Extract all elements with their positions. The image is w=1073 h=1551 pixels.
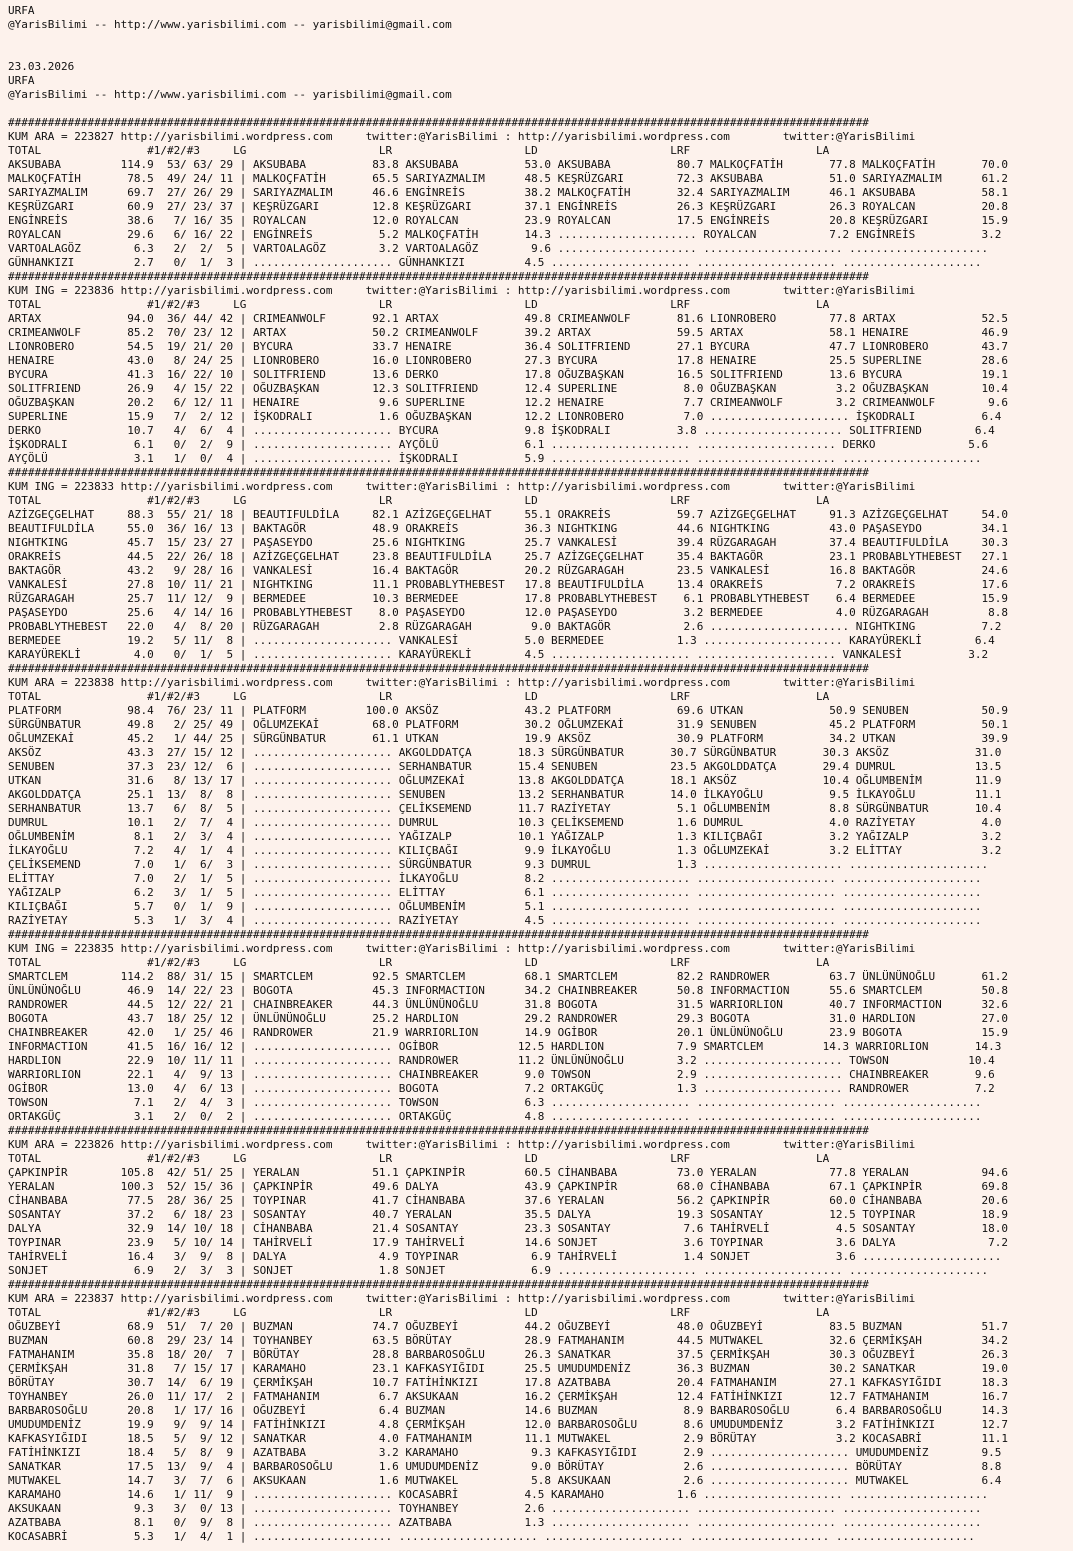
separator-line: ##################################################################################################################################: [8, 662, 869, 675]
table-row: TOYHANBEY 26.0 11/ 17/ 2 | FATMAHANIM 6.7 AKSUKAAN 16.2 ÇERMİKŞAH 12.4 FATİHİNKIZI 12.7 FATMAHANIM 16.7: [8, 1390, 1009, 1403]
table-row: SMARTCLEM 114.2 88/ 31/ 15 | SMARTCLEM 92.5 SMARTCLEM 68.1 SMARTCLEM 82.2 RANDROWER 63.7 ÜNLÜNÜNOĞLU 61.2: [8, 970, 1009, 983]
table-row: GÜNHANKIZI 2.7 0/ 1/ 3 | ..................... GÜNHANKIZI 4.5 ..................... ..................... .....................: [8, 256, 982, 269]
table-row: LIONROBERO 54.5 19/ 21/ 20 | BYCURA 33.7 HENAIRE 36.4 SOLITFRIEND 27.1 BYCURA 47.7 LIONROBERO 43.7: [8, 340, 1009, 353]
table-row: PAŞASEYDO 25.6 4/ 14/ 16 | PROBABLYTHEBEST 8.0 PAŞASEYDO 12.0 PAŞASEYDO 3.2 BERMEDEE 4.0 RÜZGARAGAH 8.8: [8, 606, 1009, 619]
column-header: TOTAL #1/#2/#3 LG LR LD LRF LA: [8, 956, 830, 969]
table-row: RAZİYETAY 5.3 1/ 3/ 4 | ..................... RAZİYETAY 4.5 ..................... ..................... .....................: [8, 914, 982, 927]
table-row: SENUBEN 37.3 23/ 12/ 6 | ..................... SERHANBATUR 15.4 SENUBEN 23.5 AKGOLDDATÇA 29.4 DUMRUL 13.5: [8, 760, 1002, 773]
table-row: SONJET 6.9 2/ 3/ 3 | SONJET 1.8 SONJET 6.9 ..................... ..................... .....................: [8, 1264, 989, 1277]
table-row: KOCASABRİ 5.3 1/ 4/ 1 | ..................... ..................... ..................... ..................... .....................: [8, 1530, 975, 1543]
table-row: TOWSON 7.1 2/ 4/ 3 | ..................... TOWSON 6.3 ..................... ..................... .....................: [8, 1096, 982, 1109]
table-row: ORAKREİS 44.5 22/ 26/ 18 | AZİZGEÇGELHAT 23.8 BEAUTIFULDİLA 25.7 AZİZGEÇGELHAT 35.4 BAKTAGÖR 23.1 PROBABLYTHEBEST 27.1: [8, 550, 1009, 563]
table-row: SANATKAR 17.5 13/ 9/ 4 | BARBAROSOĞLU 1.6 UMUDUMDENİZ 9.0 BÖRÜTAY 2.6 ..................... BÖRÜTAY 8.8: [8, 1460, 1002, 1473]
separator-line: ##################################################################################################################################: [8, 466, 869, 479]
race-title: KUM ARA = 223837 http://yarisbilimi.wordpress.com twitter:@YarisBilimi : http://yarisbilimi.wordpress.com twitter:@YarisBilimi: [8, 1292, 916, 1305]
table-row: AKSUKAAN 9.3 3/ 0/ 13 | ..................... TOYHANBEY 2.6 ..................... ..................... .....................: [8, 1502, 982, 1515]
table-row: YERALAN 100.3 52/ 15/ 36 | ÇAPKINPİR 49.6 DALYA 43.9 ÇAPKINPİR 68.0 CİHANBABA 67.1 ÇAPKINPİR 69.8: [8, 1180, 1009, 1193]
table-row: CHAINBREAKER 42.0 1/ 25/ 46 | RANDROWER 21.9 WARRIORLION 14.9 OGİBOR 20.1 ÜNLÜNÜNOĞLU 23.9 BOGOTA 15.9: [8, 1026, 1009, 1039]
race-title: KUM ARA = 223826 http://yarisbilimi.wordpress.com twitter:@YarisBilimi : http://yarisbilimi.wordpress.com twitter:@YarisBilimi: [8, 1138, 916, 1151]
table-row: FATMAHANIM 35.8 18/ 20/ 7 | BÖRÜTAY 28.8 BARBAROSOĞLU 26.3 SANATKAR 37.5 ÇERMİKŞAH 30.3 OĞUZBEYİ 26.3: [8, 1348, 1009, 1361]
table-row: OGİBOR 13.0 4/ 6/ 13 | ..................... BOGOTA 7.2 ORTAKGÜÇ 1.3 ..................... RANDROWER 7.2: [8, 1082, 995, 1095]
header-line: URFA: [8, 4, 35, 17]
table-row: ÇELİKSEMEND 7.0 1/ 6/ 3 | ..................... SÜRGÜNBATUR 9.3 DUMRUL 1.3 ..................... .....................: [8, 858, 989, 871]
table-row: ÇAPKINPİR 105.8 42/ 51/ 25 | YERALAN 51.1 ÇAPKINPİR 60.5 CİHANBABA 73.0 YERALAN 77.8 YERALAN 94.6: [8, 1166, 1009, 1179]
table-row: FATİHİNKIZI 18.4 5/ 8/ 9 | AZATBABA 3.2 KARAMAHO 9.3 KAFKASYIĞIDI 2.9 ..................... UMUDUMDENİZ 9.5: [8, 1446, 1002, 1459]
separator-line: ##################################################################################################################################: [8, 928, 869, 941]
table-row: AZİZGEÇGELHAT 88.3 55/ 21/ 18 | BEAUTIFULDİLA 82.1 AZİZGEÇGELHAT 55.1 ORAKREİS 59.7 AZİZGEÇGELHAT 91.3 AZİZGEÇGELHAT 54.0: [8, 508, 1009, 521]
table-row: HENAIRE 43.0 8/ 24/ 25 | LIONROBERO 16.0 LIONROBERO 27.3 BYCURA 17.8 HENAIRE 25.5 SUPERLINE 28.6: [8, 354, 1009, 367]
table-row: DUMRUL 10.1 2/ 7/ 4 | ..................... DUMRUL 10.3 ÇELİKSEMEND 1.6 DUMRUL 4.0 RAZİYETAY 4.0: [8, 816, 1002, 829]
table-row: PLATFORM 98.4 76/ 23/ 11 | PLATFORM 100.0 AKSÖZ 43.2 PLATFORM 69.6 UTKAN 50.9 SENUBEN 50.9: [8, 704, 1009, 717]
race-title: KUM ARA = 223827 http://yarisbilimi.wordpress.com twitter:@YarisBilimi : http://yarisbilimi.wordpress.com twitter:@YarisBilimi: [8, 130, 916, 143]
table-row: PROBABLYTHEBEST 22.0 4/ 8/ 20 | RÜZGARAGAH 2.8 RÜZGARAGAH 9.0 BAKTAGÖR 2.6 ..................... NIGHTKING 7.2: [8, 620, 1002, 633]
table-row: SOLITFRIEND 26.9 4/ 15/ 22 | OĞUZBAŞKAN 12.3 SOLITFRIEND 12.4 SUPERLINE 8.0 OĞUZBAŞKAN 3.2 OĞUZBAŞKAN 10.4: [8, 382, 1009, 395]
header-line: [8, 102, 1073, 116]
separator-line: ##################################################################################################################################: [8, 1124, 869, 1137]
table-row: AKGOLDDATÇA 25.1 13/ 8/ 8 | ..................... SENUBEN 13.2 SERHANBATUR 14.0 İLKAYOĞLU 9.5 İLKAYOĞLU 11.1: [8, 788, 1002, 801]
table-row: BERMEDEE 19.2 5/ 11/ 8 | ..................... VANKALESİ 5.0 BERMEDEE 1.3 ..................... KARAYÜREKLİ 6.4: [8, 634, 995, 647]
column-header: TOTAL #1/#2/#3 LG LR LD LRF LA: [8, 690, 830, 703]
header-line: URFA: [8, 74, 35, 87]
table-row: TAHİRVELİ 16.4 3/ 9/ 8 | DALYA 4.9 TOYPINAR 6.9 TAHİRVELİ 1.4 SONJET 3.6 .....................: [8, 1250, 1002, 1263]
table-row: ORTAKGÜÇ 3.1 2/ 0/ 2 | ..................... ORTAKGÜÇ 4.8 ..................... ..................... .....................: [8, 1110, 982, 1123]
table-row: KARAMAHO 14.6 1/ 11/ 9 | ..................... KOCASABRİ 4.5 KARAMAHO 1.6 ..................... .....................: [8, 1488, 989, 1501]
table-row: SUPERLINE 15.9 7/ 2/ 12 | İŞKODRALI 1.6 OĞUZBAŞKAN 12.2 LIONROBERO 7.0 ..................... İŞKODRALI 6.4: [8, 410, 1002, 423]
header-line: 23.03.2026: [8, 60, 75, 73]
table-row: ÜNLÜNÜNOĞLU 46.9 14/ 22/ 23 | BOGOTA 45.3 INFORMACTION 34.2 CHAINBREAKER 50.8 INFORMACTION 55.6 SMARTCLEM 50.8: [8, 984, 1009, 997]
table-row: OĞLUMBENİM 8.1 2/ 3/ 4 | ..................... YAĞIZALP 10.1 YAĞIZALP 1.3 KILIÇBAĞI 3.2 YAĞIZALP 3.2: [8, 830, 1002, 843]
header-line: [8, 46, 1073, 60]
table-row: RANDROWER 44.5 12/ 22/ 21 | CHAINBREAKER 44.3 ÜNLÜNÜNOĞLU 31.8 BOGOTA 31.5 WARRIORLION 40.7 INFORMACTION 32.6: [8, 998, 1009, 1011]
table-row: OĞUZBAŞKAN 20.2 6/ 12/ 11 | HENAIRE 9.6 SUPERLINE 12.2 HENAIRE 7.7 CRIMEANWOLF 3.2 CRIMEANWOLF 9.6: [8, 396, 1009, 409]
table-row: KARAYÜREKLİ 4.0 0/ 1/ 5 | ..................... KARAYÜREKLİ 4.5 ..................... ..................... VANKALESİ 3.2: [8, 648, 989, 661]
table-row: VANKALESİ 27.8 10/ 11/ 21 | NIGHTKING 11.1 PROBABLYTHEBEST 17.8 BEAUTIFULDİLA 13.4 ORAKREİS 7.2 ORAKREİS 17.6: [8, 578, 1009, 591]
table-row: BARBAROSOĞLU 20.8 1/ 17/ 16 | OĞUZBEYİ 6.4 BUZMAN 14.6 BUZMAN 8.9 BARBAROSOĞLU 6.4 BARBAROSOĞLU 14.3: [8, 1404, 1009, 1417]
table-row: RÜZGARAGAH 25.7 11/ 12/ 9 | BERMEDEE 10.3 BERMEDEE 17.8 PROBABLYTHEBEST 6.1 PROBABLYTHEBEST 6.4 BERMEDEE 15.9: [8, 592, 1009, 605]
table-row: SERHANBATUR 13.7 6/ 8/ 5 | ..................... ÇELİKSEMEND 11.7 RAZİYETAY 5.1 OĞLUMBENİM 8.8 SÜRGÜNBATUR 10.4: [8, 802, 1002, 815]
race-title: KUM ING = 223833 http://yarisbilimi.wordpress.com twitter:@YarisBilimi : http://yarisbilimi.wordpress.com twitter:@YarisBilimi: [8, 480, 916, 493]
table-row: AKSÖZ 43.3 27/ 15/ 12 | ..................... AKGOLDDATÇA 18.3 SÜRGÜNBATUR 30.7 SÜRGÜNBATUR 30.3 AKSÖZ 31.0: [8, 746, 1002, 759]
column-header: TOTAL #1/#2/#3 LG LR LD LRF LA: [8, 1152, 830, 1165]
table-row: ROYALCAN 29.6 6/ 16/ 22 | ENGİNREİS 5.2 MALKOÇFATİH 14.3 ..................... ROYALCAN 7.2 ENGİNREİS 3.2: [8, 228, 1002, 241]
race-title: KUM ING = 223836 http://yarisbilimi.wordpress.com twitter:@YarisBilimi : http://yarisbilimi.wordpress.com twitter:@YarisBilimi: [8, 284, 916, 297]
separator-line: ##################################################################################################################################: [8, 270, 869, 283]
table-row: BEAUTIFULDİLA 55.0 36/ 16/ 13 | BAKTAGÖR 48.9 ORAKREİS 36.3 NIGHTKING 44.6 NIGHTKING 43.0 PAŞASEYDO 34.1: [8, 522, 1009, 535]
table-row: AKSUBABA 114.9 53/ 63/ 29 | AKSUBABA 83.8 AKSUBABA 53.0 AKSUBABA 80.7 MALKOÇFATİH 77.8 MALKOÇFATİH 70.0: [8, 158, 1009, 171]
table-row: AYÇÖLÜ 3.1 1/ 0/ 4 | ..................... İŞKODRALI 5.9 ..................... ..................... .....................: [8, 452, 982, 465]
table-row: SOSANTAY 37.2 6/ 18/ 23 | SOSANTAY 40.7 YERALAN 35.5 DALYA 19.3 SOSANTAY 12.5 TOYPINAR 18.9: [8, 1208, 1009, 1221]
table-row: CİHANBABA 77.5 28/ 36/ 25 | TOYPINAR 41.7 CİHANBABA 37.6 YERALAN 56.2 ÇAPKINPİR 60.0 CİHANBABA 20.6: [8, 1194, 1009, 1207]
table-row: OĞLUMZEKAİ 45.2 1/ 44/ 25 | SÜRGÜNBATUR 61.1 UTKAN 19.9 AKSÖZ 30.9 PLATFORM 34.2 UTKAN 39.9: [8, 732, 1009, 745]
table-row: SARIYAZMALIM 69.7 27/ 26/ 29 | SARIYAZMALIM 46.6 ENGİNREİS 38.2 MALKOÇFATİH 32.4 SARIYAZMALIM 46.1 AKSUBABA 58.1: [8, 186, 1009, 199]
table-row: VARTOALAGÖZ 6.3 2/ 2/ 5 | VARTOALAGÖZ 3.2 VARTOALAGÖZ 9.6 ..................... ..................... .....................: [8, 242, 989, 255]
table-row: UMUDUMDENİZ 19.9 9/ 9/ 14 | FATİHİNKIZI 4.8 ÇERMİKŞAH 12.0 BARBAROSOĞLU 8.6 UMUDUMDENİZ 3.2 FATİHİNKIZI 12.7: [8, 1418, 1009, 1431]
table-row: BOGOTA 43.7 18/ 25/ 12 | ÜNLÜNÜNOĞLU 25.2 HARDLION 29.2 RANDROWER 29.3 BOGOTA 31.0 HARDLION 27.0: [8, 1012, 1009, 1025]
table-row: ARTAX 94.0 36/ 44/ 42 | CRIMEANWOLF 92.1 ARTAX 49.8 CRIMEANWOLF 81.6 LIONROBERO 77.8 ARTAX 52.5: [8, 312, 1009, 325]
table-row: WARRIORLION 22.1 4/ 9/ 13 | ..................... CHAINBREAKER 9.0 TOWSON 2.9 ..................... CHAINBREAKER 9.6: [8, 1068, 995, 1081]
table-row: YAĞIZALP 6.2 3/ 1/ 5 | ..................... ELİTTAY 6.1 ..................... ..................... .....................: [8, 886, 982, 899]
table-row: SÜRGÜNBATUR 49.8 2/ 25/ 49 | OĞLUMZEKAİ 68.0 PLATFORM 30.2 OĞLUMZEKAİ 31.9 SENUBEN 45.2 PLATFORM 50.1: [8, 718, 1009, 731]
separator-line: ##################################################################################################################################: [8, 1278, 869, 1291]
table-row: DERKO 10.7 4/ 6/ 4 | ..................... BYCURA 9.8 İŞKODRALI 3.8 ..................... SOLITFRIEND 6.4: [8, 424, 995, 437]
column-header: TOTAL #1/#2/#3 LG LR LD LRF LA: [8, 298, 830, 311]
table-row: İLKAYOĞLU 7.2 4/ 1/ 4 | ..................... KILIÇBAĞI 9.9 İLKAYOĞLU 1.3 OĞLUMZEKAİ 3.2 ELİTTAY 3.2: [8, 844, 1002, 857]
table-row: NIGHTKING 45.7 15/ 23/ 27 | PAŞASEYDO 25.6 NIGHTKING 25.7 VANKALESİ 39.4 RÜZGARAGAH 37.4 BEAUTIFULDİLA 30.3: [8, 536, 1009, 549]
table-row: AZATBABA 8.1 0/ 9/ 8 | ..................... AZATBABA 1.3 ..................... ..................... .....................: [8, 1516, 982, 1529]
table-row: MALKOÇFATİH 78.5 49/ 24/ 11 | MALKOÇFATİH 65.5 SARIYAZMALIM 48.5 KEŞRÜZGARI 72.3 AKSUBABA 51.0 SARIYAZMALIM 61.2: [8, 172, 1009, 185]
table-row: KEŞRÜZGARI 60.9 27/ 23/ 37 | KEŞRÜZGARI 12.8 KEŞRÜZGARI 37.1 ENGİNREİS 26.3 KEŞRÜZGARI 26.3 ROYALCAN 20.8: [8, 200, 1009, 213]
table-row: TOYPINAR 23.9 5/ 10/ 14 | TAHİRVELİ 17.9 TAHİRVELİ 14.6 SONJET 3.6 TOYPINAR 3.6 DALYA 7.2: [8, 1236, 1009, 1249]
column-header: TOTAL #1/#2/#3 LG LR LD LRF LA: [8, 144, 830, 157]
table-row: CRIMEANWOLF 85.2 70/ 23/ 12 | ARTAX 50.2 CRIMEANWOLF 39.2 ARTAX 59.5 ARTAX 58.1 HENAIRE 46.9: [8, 326, 1009, 339]
table-row: KILIÇBAĞI 5.7 0/ 1/ 9 | ..................... OĞLUMBENİM 5.1 ..................... ..................... .....................: [8, 900, 982, 913]
table-row: HARDLION 22.9 10/ 11/ 11 | ..................... RANDROWER 11.2 ÜNLÜNÜNOĞLU 3.2 ..................... TOWSON 10.4: [8, 1054, 995, 1067]
table-row: OĞUZBEYİ 68.9 51/ 7/ 20 | BUZMAN 74.7 OĞUZBEYİ 44.2 OĞUZBEYİ 48.0 OĞUZBEYİ 83.5 BUZMAN 51.7: [8, 1320, 1009, 1333]
table-row: UTKAN 31.6 8/ 13/ 17 | ..................... OĞLUMZEKAİ 13.8 AKGOLDDATÇA 18.1 AKSÖZ 10.4 OĞLUMBENİM 11.9: [8, 774, 1002, 787]
table-row: BÖRÜTAY 30.7 14/ 6/ 19 | ÇERMİKŞAH 10.7 FATİHİNKIZI 17.8 AZATBABA 20.4 FATMAHANIM 27.1 KAFKASYIĞIDI 18.3: [8, 1376, 1009, 1389]
table-row: BUZMAN 60.8 29/ 23/ 14 | TOYHANBEY 63.5 BÖRÜTAY 28.9 FATMAHANIM 44.5 MUTWAKEL 32.6 ÇERMİKŞAH 34.2: [8, 1334, 1009, 1347]
table-row: ÇERMİKŞAH 31.8 7/ 15/ 17 | KARAMAHO 23.1 KAFKASYIĞIDI 25.5 UMUDUMDENİZ 36.3 BUZMAN 30.2 SANATKAR 19.0: [8, 1362, 1009, 1375]
header-line: @YarisBilimi -- http://www.yarisbilimi.com -- yarisbilimi@gmail.com: [8, 18, 452, 31]
column-header: TOTAL #1/#2/#3 LG LR LD LRF LA: [8, 1306, 830, 1319]
table-row: BAKTAGÖR 43.2 9/ 28/ 16 | VANKALESİ 16.4 BAKTAGÖR 20.2 RÜZGARAGAH 23.5 VANKALESİ 16.8 BAKTAGÖR 24.6: [8, 564, 1009, 577]
table-row: DALYA 32.9 14/ 10/ 18 | CİHANBABA 21.4 SOSANTAY 23.3 SOSANTAY 7.6 TAHİRVELİ 4.5 SOSANTAY 18.0: [8, 1222, 1009, 1235]
table-row: ELİTTAY 7.0 2/ 1/ 5 | ..................... İLKAYOĞLU 8.2 ..................... ..................... .....................: [8, 872, 982, 885]
table-row: KAFKASYIĞIDI 18.5 5/ 9/ 12 | SANATKAR 4.0 FATMAHANIM 11.1 MUTWAKEL 2.9 BÖRÜTAY 3.2 KOCASABRİ 11.1: [8, 1432, 1009, 1445]
table-row: MUTWAKEL 14.7 3/ 7/ 6 | AKSUKAAN 1.6 MUTWAKEL 5.8 AKSUKAAN 2.6 ..................... MUTWAKEL 6.4: [8, 1474, 1002, 1487]
header-line: [8, 32, 1073, 46]
table-row: BYCURA 41.3 16/ 22/ 10 | SOLITFRIEND 13.6 DERKO 17.8 OĞUZBAŞKAN 16.5 SOLITFRIEND 13.6 BYCURA 19.1: [8, 368, 1009, 381]
column-header: TOTAL #1/#2/#3 LG LR LD LRF LA: [8, 494, 830, 507]
table-row: INFORMACTION 41.5 16/ 16/ 12 | ..................... OGİBOR 12.5 HARDLION 7.9 SMARTCLEM 14.3 WARRIORLION 14.3: [8, 1040, 1002, 1053]
race-title: KUM ARA = 223838 http://yarisbilimi.wordpress.com twitter:@YarisBilimi : http://yarisbilimi.wordpress.com twitter:@YarisBilimi: [8, 676, 916, 689]
header-line: @YarisBilimi -- http://www.yarisbilimi.com -- yarisbilimi@gmail.com: [8, 88, 452, 101]
race-title: KUM ING = 223835 http://yarisbilimi.wordpress.com twitter:@YarisBilimi : http://yarisbilimi.wordpress.com twitter:@YarisBilimi: [8, 942, 916, 955]
table-row: ENGİNREİS 38.6 7/ 16/ 35 | ROYALCAN 12.0 ROYALCAN 23.9 ROYALCAN 17.5 ENGİNREİS 20.8 KEŞRÜZGARI 15.9: [8, 214, 1009, 227]
table-row: İŞKODRALI 6.1 0/ 2/ 9 | ..................... AYÇÖLÜ 6.1 ..................... ..................... DERKO 5.6: [8, 438, 989, 451]
separator-line: ##################################################################################################################################: [8, 116, 869, 129]
